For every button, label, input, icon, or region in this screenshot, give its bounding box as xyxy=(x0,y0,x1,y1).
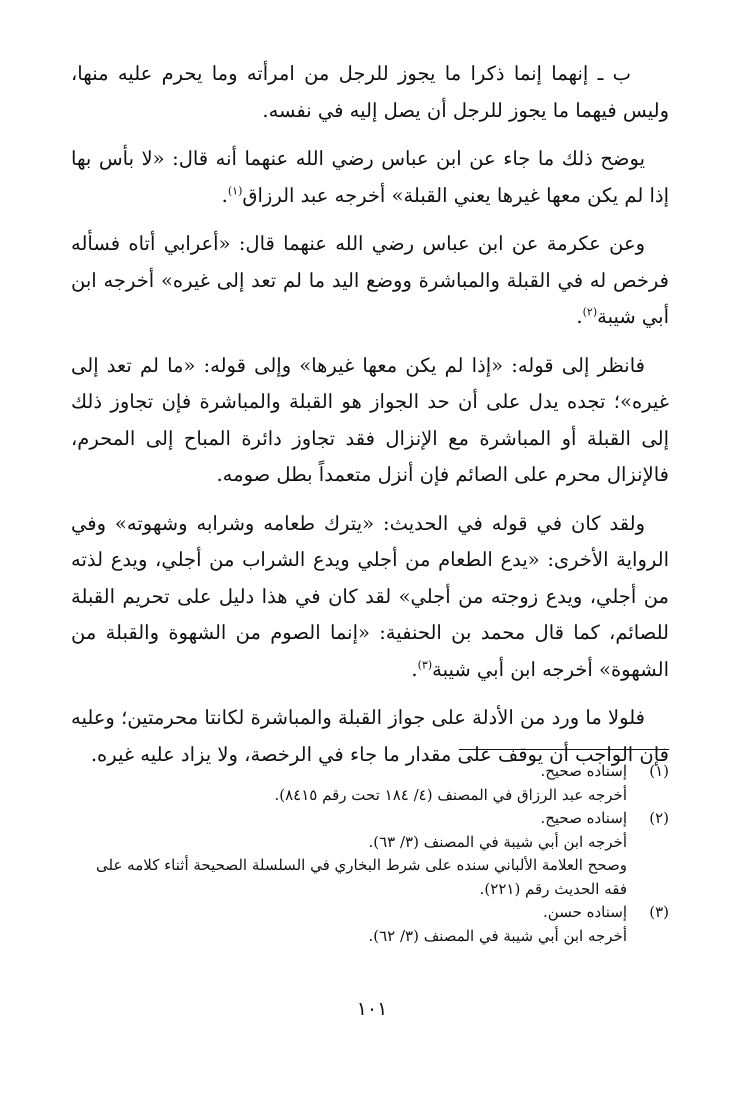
paragraph-text: ولقد كان في قوله في الحديث: «يترك طعامه وشرابه وشهوته» وفي الرواية الأخرى: «يدع الطعام من أجلي ويدع الشراب من أجلي، ويدع لذته من أجلي، ويدع زوجته من أجلي» لقد كان في هذا دليل على تحريم القبلة للصائم، كما قال محمد بن الحنفية: «إنما الصوم من الشهوة والقبلة من الشهوة» أخرجه ابن أبي شيبة xyxy=(71,511,669,681)
footnote-line: أخرجه عبد الرزاق في المصنف (٤/ ١٨٤ تحت رقم ٨٤١٥). xyxy=(274,785,627,804)
main-text xyxy=(71,56,669,785)
paragraph-text: ب ـ إنهما إنما ذكرا ما يجوز للرجل من امرأته وما يحرم عليه منها، وليس فيهما ما يجوز للرجل أن يصل إليه في نفسه. xyxy=(71,62,669,122)
footnote-line: إسناده صحيح. xyxy=(540,809,627,827)
footnote-line: إسناده حسن. xyxy=(543,903,627,921)
paragraph-4 xyxy=(71,348,669,494)
paragraph-end: . xyxy=(221,183,228,207)
footnotes xyxy=(71,760,669,948)
paragraph-2 xyxy=(71,141,669,214)
paragraph-text: فانظر إلى قوله: «إذا لم يكن معها غيرها» وإلى قوله: «ما لم تعد إلى غيره»؛ تجده يدل على أن حد الجواز هو القبلة والمباشرة فإن تجاوز ذلك إلى القبلة أو المباشرة مع الإنزال فقد تجاوز دائرة المباح إلى المحرم، فالإنزال محرم على الصائم فإن أنزل متعمداً بطل صومه. xyxy=(71,353,669,486)
paragraph-end: . xyxy=(576,305,583,328)
paragraph-3 xyxy=(71,226,669,336)
paragraph-end: . xyxy=(411,657,418,681)
footnote-line: أخرجه ابن أبي شيبة في المصنف (٣/ ٦٢). xyxy=(368,926,627,945)
footnote-line: وصحح العلامة الألباني سنده على شرط البخاري في السلسلة الصحيحة أثناء كلامه على فقه الحديث رقم (٢٢١). xyxy=(96,856,627,898)
footnote-line: أخرجه ابن أبي شيبة في المصنف (٣/ ٦٣). xyxy=(368,832,627,851)
footnote-number: (٢) xyxy=(649,809,669,827)
paragraph-text: فلولا ما ورد من الأدلة على جواز القبلة والمباشرة لكانتا محرمتين؛ وعليه فإن الواجب أن يوقف على مقدار ما جاء في الرخصة، ولا يزاد عليه غيره. xyxy=(71,706,669,766)
footnote-ref-2[interactable]: (٢) xyxy=(582,305,598,319)
footnote-3 xyxy=(71,901,669,948)
footnote-ref-1[interactable]: (١) xyxy=(227,184,243,197)
paragraph-5 xyxy=(71,506,669,689)
paragraph-1 xyxy=(71,56,669,129)
paragraph-text: يوضح ذلك ما جاء عن ابن عباس رضي الله عنهما أنه قال: «لا بأس بها إذا لم يكن معها غيرها يعني القبلة» أخرجه عبد الرزاق xyxy=(71,147,669,207)
footnote-number: (٣) xyxy=(649,903,669,921)
footnote-2 xyxy=(71,807,669,901)
footnote-separator xyxy=(459,749,669,750)
footnote-number: (١) xyxy=(649,762,669,780)
page-number: ١٠١ xyxy=(356,998,388,1020)
footnote-1 xyxy=(71,760,669,807)
footnote-ref-3[interactable]: (٣) xyxy=(417,658,433,671)
footnote-line: إسناده صحيح. xyxy=(540,762,627,780)
paragraph-text: وعن عكرمة عن ابن عباس رضي الله عنهما قال: «أعرابي أتاه فسأله فرخص له في القبلة والمباشرة ووضع اليد ما لم تعد إلى غيره» أخرجه ابن أبي شيبة xyxy=(71,232,669,328)
